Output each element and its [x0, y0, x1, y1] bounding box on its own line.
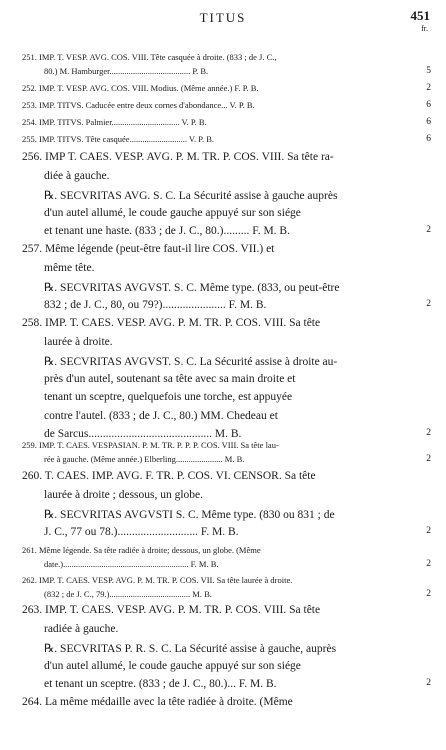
entry-line: laurée à droite ; dessous, un globe. — [44, 488, 204, 501]
entry-line: radiée à gauche. — [44, 622, 119, 635]
entry-line: ℞. SECVRITAS AVGVST. S. C. Même type. (833, ou peut-être — [44, 282, 340, 294]
entry-line: contre l'autel. (833 ; de J. C., 80.) MM. Chedeau et — [44, 409, 278, 422]
entry-line: 258. IMP. T. CAES. VESP. AVG. P. M. TR. P. COS. VIII. Sa tête — [22, 317, 321, 329]
entry-line: diée à gauche. — [44, 169, 110, 182]
entry-line: 259. IMP. T. CAES. VESPASIAN. P. M. TR. P. P. P. COS. VIII. Sa tête lau- — [22, 440, 279, 450]
page-header — [0, 8, 446, 48]
entry-line: ℞. SECVRITAS AVG. S. C. La Sécurité assise à gauche auprès — [44, 190, 338, 202]
entry-line: 257. Même légende (peut-être faut-il lire COS. VII.) et — [22, 243, 275, 255]
entry-line: ℞. SECVRITAS AVGVSTI S. C. Même type. (830 ou 831 ; de — [44, 509, 335, 521]
rarity-value: 2 — [426, 559, 431, 570]
rarity-value: 2 — [426, 225, 431, 235]
entry-line: rée à gauche. (Même année.) Elberling...................... M. B. — [44, 454, 245, 465]
entry-line: laurée à droite. — [44, 335, 113, 348]
entry-line: 264. La même médaille avec la tête radiée à droite. (Même — [22, 696, 293, 708]
entry-line: 262. IMP. T. CAES. VESP. AVG. P. M. TR. P. COS. VII. Sa tête laurée à droite. — [22, 575, 293, 585]
column-label: fr. — [421, 24, 428, 33]
entry-line: tenant un sceptre, quelquefois une torche, est appuyée — [44, 391, 293, 403]
entry-line: et tenant une haste. (833 ; de J. C., 80.)......... F. M. B. — [44, 225, 290, 237]
rarity-value: 2 — [426, 83, 431, 93]
entry-line: même tête. — [44, 261, 95, 274]
entry-line: 260. T. CAES. IMP. AVG. F. TR. P. COS. VI. CENSOR. Sa tête — [22, 470, 316, 482]
entry-line: ℞. SECVRITAS AVGVST. S. C. La Sécurité assise à droite au- — [44, 356, 338, 368]
rarity-value: 2 — [426, 525, 431, 536]
entry-line: près d'un autel, soutenant sa tête avec sa main droite et — [44, 372, 296, 385]
entry-line: d'un autel allumé, le coude gauche appuyé sur son siége — [44, 206, 301, 219]
entry-line: 253. IMP. TITVS. Caducée entre deux cornes d'abondance... V. P. B. — [22, 100, 255, 110]
rarity-value: 2 — [426, 454, 431, 465]
entry-line: et tenant un sceptre. (833 ; de J. C., 80.)... F. M. B. — [44, 678, 277, 690]
entry-line: date.)........................................................... F. M. B. — [44, 559, 219, 570]
entry-line: d'un autel allumé, le coude gauche appuyé sur son siége — [44, 659, 301, 672]
entry-line: ℞. SECVRITAS P. R. S. C. La Sécurité assise à gauche, auprès — [44, 643, 337, 655]
entry-line: 263. IMP. T. CAES. VESP. AVG. P. M. TR. P. COS. VIII. Sa tête — [22, 604, 321, 616]
entry-line: 832 ; de J. C., 80, ou 79?)...................... F. M. B. — [44, 298, 267, 311]
rarity-value: 2 — [426, 428, 431, 438]
entry-line: 254. IMP. TITVS. Palmier................................ V. P. B. — [22, 117, 207, 127]
entry-line: 80.) M. Hamburger...................................... P. B. — [44, 66, 209, 77]
entry-line: 252. IMP. T. VESP. AVG. COS. VIII. Modius. (Même année.) F. P. B. — [22, 83, 259, 93]
page-title: TITUS — [199, 10, 247, 25]
rarity-value: 6 — [426, 134, 431, 144]
rarity-value: 5 — [426, 66, 431, 77]
entry-line: 255. IMP. TITVS. Tête casquée........................... V. P. B. — [22, 134, 215, 144]
page-number: 451 — [410, 8, 430, 23]
entry-line: 251. IMP. T. VESP. AVG. COS. VIII. Tête casquée à droite. (833 ; de J. C., — [22, 52, 277, 62]
entry-line: J. C., 77 ou 78.)............................ F. M. B. — [44, 525, 239, 538]
entry-line: 261. Même légende. Sa tête radiée à droite; dessous, un globe. (Même — [22, 545, 261, 555]
entry-line: (832 ; de J. C., 79.)...................................... M. B. — [44, 589, 212, 600]
rarity-value: 6 — [426, 117, 431, 127]
entry-line: de Sarcus........................................... M. B. — [44, 428, 242, 440]
rarity-value: 2 — [426, 589, 431, 600]
rarity-value: 6 — [426, 100, 431, 110]
rarity-value: 2 — [426, 298, 431, 309]
rarity-value: 2 — [426, 678, 431, 688]
entry-line: 256. IMP T. CAES. VESP. AVG. P. M. TR. P. COS. VIII. Sa tête ra- — [22, 151, 334, 163]
